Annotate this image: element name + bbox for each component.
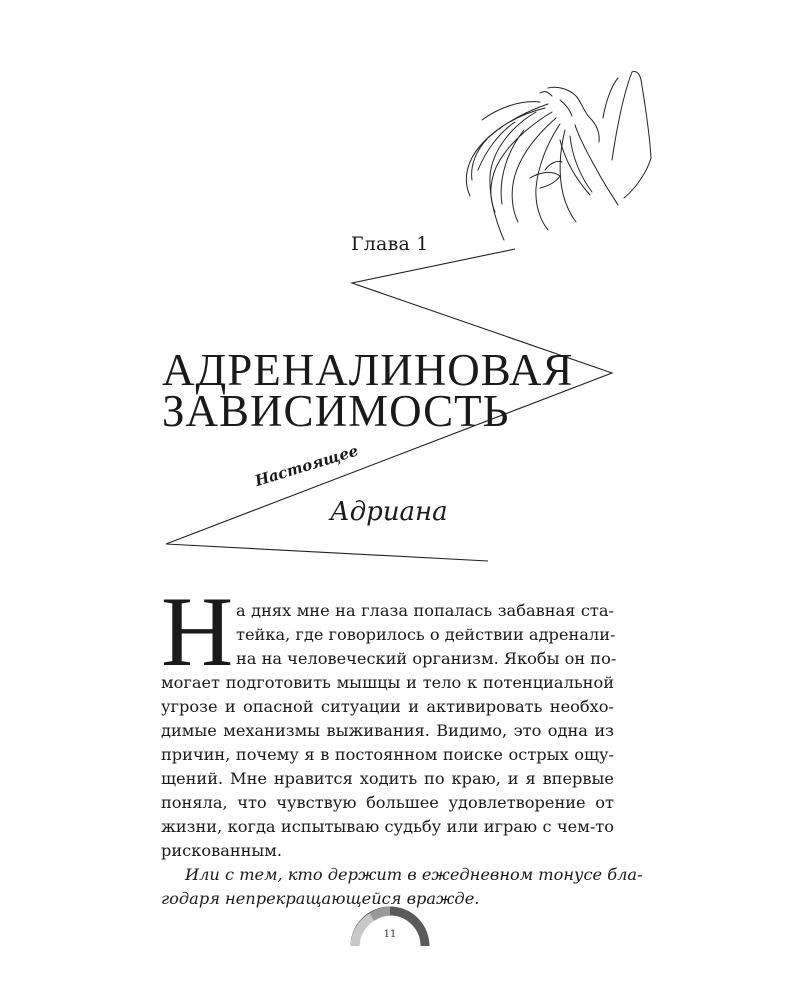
page-number: 11 xyxy=(383,929,397,940)
body-line: угрозе и опасной ситуации и активировать необхо- xyxy=(161,697,614,716)
narrator-name: Адриана xyxy=(330,497,448,527)
body-line: жизни, когда испытываю судьбу или играю с чем-то xyxy=(161,817,614,836)
body-line: тейка, где говорилось о действии адренали- xyxy=(236,625,616,644)
chapter-title-line-2: ЗАВИСИМОСТЬ xyxy=(162,386,510,436)
chapter-label: Глава 1 xyxy=(351,233,429,255)
italic-line: Или с тем, кто держит в ежедневном тонусе бла- xyxy=(185,865,643,884)
body-line: на на человеческий организм. Якобы он по- xyxy=(236,649,617,668)
body-line: рискованным. xyxy=(161,841,283,860)
timeframe-label: Настоящее xyxy=(252,441,361,490)
body-line: димые механизмы выживания. Видимо, это одна из xyxy=(161,721,614,740)
drop-cap: Н xyxy=(161,576,234,687)
body-line: причин, почему я в постоянном поиске острых ощу- xyxy=(161,745,614,764)
body-line: а днях мне на глаза попалась забавная ста- xyxy=(236,601,614,620)
chapter-title-line-1: АДРЕНАЛИНОВАЯ xyxy=(162,345,574,395)
body-line: могает подготовить мышцы и тело к потенциальной xyxy=(161,673,614,692)
body-line: щений. Мне нравится ходить по краю, и я впервые xyxy=(161,769,614,788)
body-line: поняла, что чувствую большее удовлетворение от xyxy=(161,793,614,812)
italic-line: годаря непрекращающейся вражде. xyxy=(161,889,480,908)
woman-illustration-icon xyxy=(466,71,651,240)
